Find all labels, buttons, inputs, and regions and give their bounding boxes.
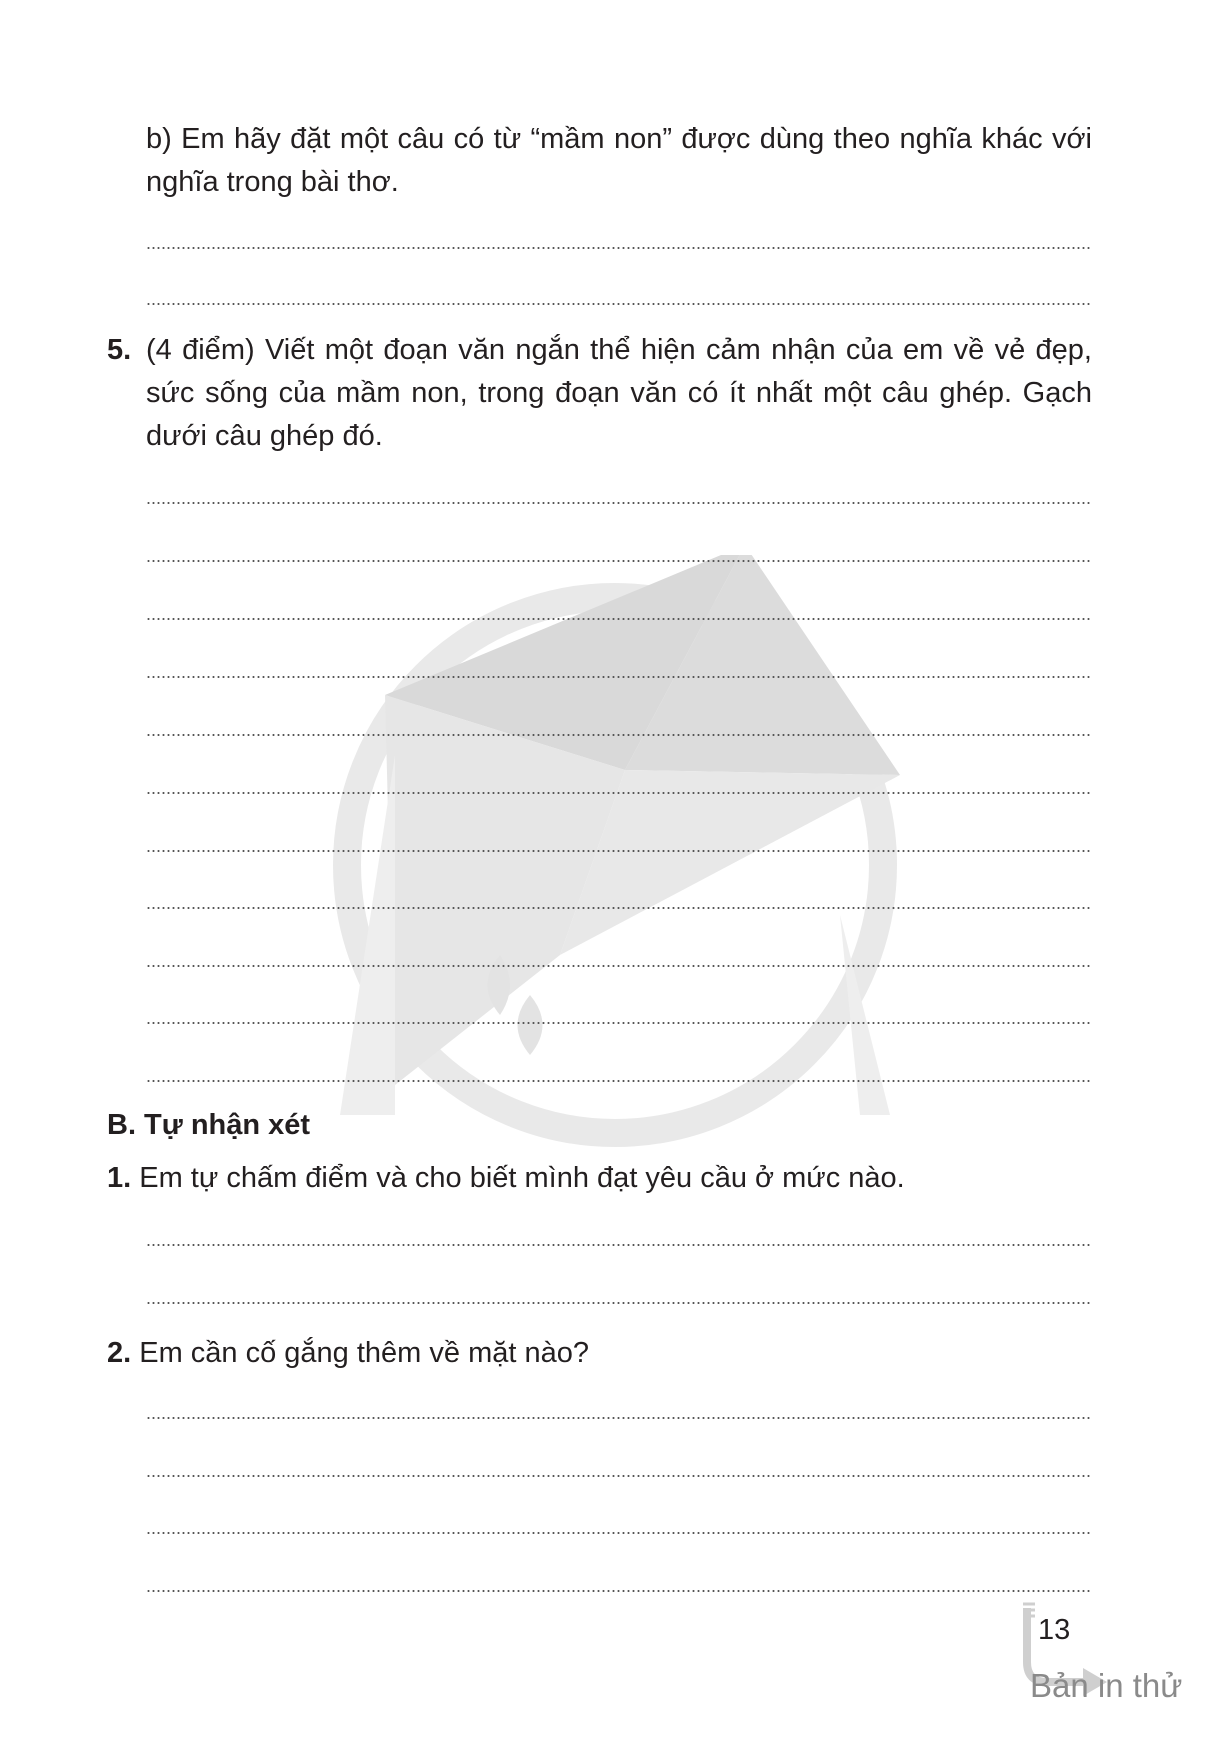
answer-line[interactable]	[146, 247, 1092, 249]
answer-line[interactable]	[146, 676, 1092, 678]
page-number: 13	[1038, 1614, 1071, 1646]
question-number: 1.	[107, 1162, 132, 1194]
question-number: 2.	[107, 1337, 132, 1369]
answer-line[interactable]	[146, 1475, 1092, 1477]
answer-line[interactable]	[146, 1417, 1092, 1419]
answer-line[interactable]	[146, 1080, 1092, 1082]
answer-line[interactable]	[146, 850, 1092, 852]
question-5-number: 5.	[107, 334, 132, 366]
answer-line[interactable]	[146, 303, 1092, 305]
answer-line[interactable]	[146, 1022, 1092, 1024]
question-text: Em cần cố gắng thêm về mặt nào?	[131, 1337, 589, 1369]
answer-line[interactable]	[146, 1302, 1092, 1304]
proof-label: Bản in thử	[1030, 1667, 1183, 1704]
answer-line[interactable]	[146, 792, 1092, 794]
answer-line[interactable]	[146, 1244, 1092, 1246]
watermark-star-logo-icon	[300, 555, 930, 1175]
self-review-question-1	[107, 1157, 905, 1200]
answer-line[interactable]	[146, 502, 1092, 504]
question-text: Em tự chấm điểm và cho biết mình đạt yêu cầu ở mức nào.	[131, 1162, 905, 1194]
answer-line[interactable]	[146, 1532, 1092, 1534]
answer-line[interactable]	[146, 907, 1092, 909]
question-5-text: (4 điểm) Viết một đoạn văn ngắn thể hiện cảm nhận của em về vẻ đẹp, sức sống của mầm non, trong đoạn văn có ít nhất một câu ghép. Gạch dưới câu ghép đó.	[146, 334, 1092, 452]
answer-line[interactable]	[146, 965, 1092, 967]
question-4b-text: b) Em hãy đặt một câu có từ “mầm non” được dùng theo nghĩa khác với nghĩa trong bài thơ.	[146, 123, 1092, 198]
answer-line[interactable]	[146, 560, 1092, 562]
section-b-title: B. Tự nhận xét	[107, 1109, 311, 1141]
self-review-question-2	[107, 1332, 589, 1375]
answer-line[interactable]	[146, 734, 1092, 736]
answer-line[interactable]	[146, 1590, 1092, 1592]
answer-line[interactable]	[146, 618, 1092, 620]
